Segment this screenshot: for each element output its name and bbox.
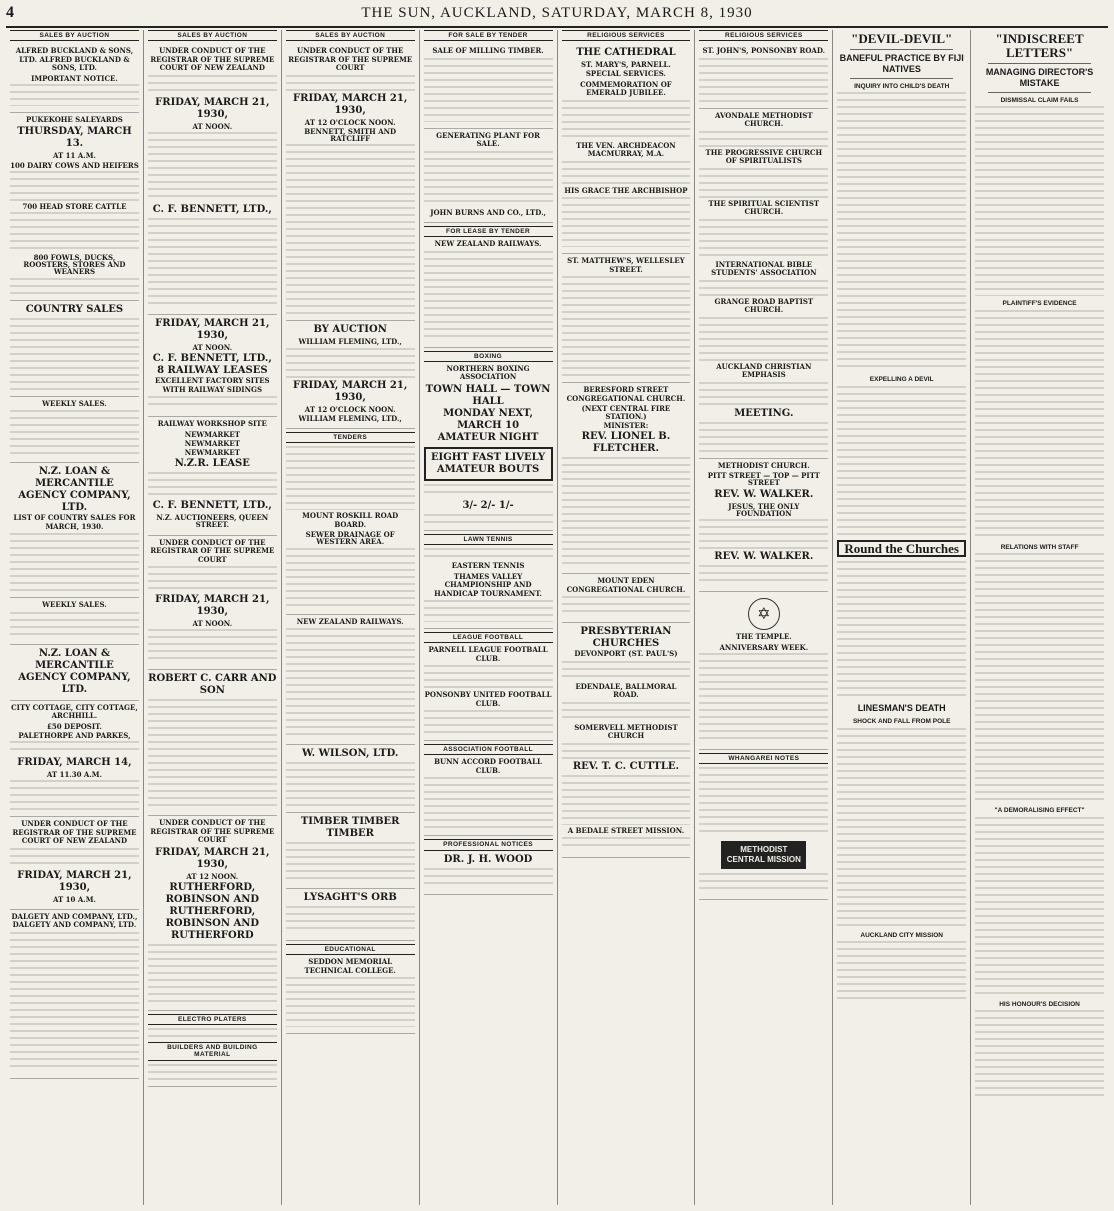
column-news-2 (971, 30, 1108, 1205)
notice-time: AT 11.30 A.M. (46, 770, 102, 780)
notice-heading: WEEKLY SALES. (42, 398, 107, 408)
notice-subheading: £50 DEPOSIT. (46, 721, 102, 731)
notice-body (10, 212, 139, 252)
notice-heading: AUCKLAND CHRISTIAN EMPHASIS (716, 361, 812, 380)
notice-methodist (699, 459, 828, 592)
article-crosshead: "A DEMORALISING EFFECT" (994, 807, 1085, 815)
notice-body (286, 446, 415, 510)
notice-body (562, 276, 691, 376)
column-header: RELIGIOUS SERVICES (699, 30, 828, 41)
notice-body (10, 612, 139, 638)
column-news-1 (833, 30, 971, 1205)
notice-firm: WILLIAM FLEMING, LTD., (298, 413, 402, 423)
notice-wilson (286, 745, 415, 813)
column-auction-3 (282, 30, 420, 1205)
notice-heading: NORTHERN BOXING ASSOCIATION (446, 363, 530, 382)
notice-date: FRIDAY, MARCH 21, 1930, (155, 317, 270, 341)
article-body (975, 106, 1104, 296)
notice-line: NEWMARKET (184, 448, 240, 458)
section-header: PROFESSIONAL NOTICES (424, 839, 553, 850)
bouts-box (424, 447, 553, 481)
article-headline: "INDISCREET LETTERS" (995, 31, 1084, 60)
notice-line: N.Z.R. LEASE (174, 458, 250, 470)
notice-educational (286, 941, 415, 1034)
notice-body (699, 767, 828, 837)
notice-body (10, 932, 139, 1072)
notice-body (286, 842, 415, 882)
notice-mount-eden (562, 574, 691, 623)
article-crosshead: RELATIONS WITH STAFF (1000, 543, 1079, 551)
notice-date: FRIDAY, MARCH 21, 1930, (17, 869, 132, 893)
notice-firm: C. F. BENNETT, LTD., (152, 500, 272, 512)
notice-body (286, 75, 415, 91)
notice-heading: MOUNT EDEN CONGREGATIONAL CHURCH. (566, 576, 686, 594)
notice-buckland (10, 44, 139, 113)
notice-body (424, 251, 553, 341)
notice-heading: N.Z. LOAN & MERCANTILE AGENCY COMPANY, LTD. (18, 647, 131, 695)
notice-time: AT 12 O'CLOCK NOON. (304, 404, 396, 414)
notice-body (148, 566, 277, 592)
notice-registrar-3 (148, 816, 277, 1011)
notice-firm: BENNETT, SMITH AND RATCLIFF (304, 126, 397, 144)
notice-carr (148, 670, 277, 816)
notice-body (286, 977, 415, 1027)
section-header: TENDERS (286, 432, 415, 443)
article-body (837, 92, 966, 372)
notice-subheading: JESUS, THE ONLY FOUNDATION (728, 501, 800, 518)
notice-heading: METHODIST CHURCH. (717, 460, 810, 470)
notice-heading: DR. J. H. WOOD (443, 853, 533, 865)
notice-heading: HIS GRACE THE ARCHBISHOP (564, 185, 688, 195)
article-body (837, 386, 966, 536)
notice-heading: THE VEN. ARCHDEACON MACMURRAY, M.A. (576, 140, 676, 159)
notice-cathedral (562, 44, 691, 254)
notice-date: FRIDAY, MARCH 14, (17, 757, 132, 769)
notice-body (699, 519, 828, 549)
bouts-text: EIGHT FAST LIVELY AMATEUR BOUTS (430, 451, 546, 475)
methodist-mission-box: METHODIST CENTRAL MISSION (721, 841, 806, 869)
article-deck: SHOCK AND FALL FROM POLE (852, 718, 951, 726)
notice-body (10, 848, 139, 868)
column-header: SALES BY AUCTION (10, 30, 139, 41)
notice-body (699, 873, 828, 893)
notice-nz-loan (10, 463, 139, 598)
notice-time: AT NOON. (192, 121, 233, 131)
notice-body (699, 382, 828, 406)
article-body (975, 553, 1104, 803)
notice-body (10, 533, 139, 591)
notice-body (699, 280, 828, 296)
section-header: BUILDERS AND BUILDING MATERIAL (148, 1042, 277, 1060)
notice-date: MONDAY NEXT, MARCH 10 (443, 407, 533, 431)
notice-body (286, 906, 415, 934)
notice-body (10, 171, 139, 201)
notice-body (148, 472, 277, 498)
notice-heading: GENERATING PLANT FOR SALE. (436, 130, 540, 149)
notice-body (424, 600, 553, 622)
article-deck: DISMISSAL CLAIM FAILS (1000, 97, 1079, 104)
rule (988, 63, 1091, 64)
notice-registrar (286, 44, 415, 321)
notice-heading: UNDER CONDUCT OF THE REGISTRAR OF THE SUPREME COURT (150, 818, 275, 845)
notice-body (286, 762, 415, 806)
notice-body (699, 317, 828, 361)
notice-heading: PRESBYTERIAN CHURCHES (580, 626, 672, 650)
notice-heading: A BEDALE STREET MISSION. (567, 825, 685, 835)
notice-heading: PUKEKOHE SALEYARDS (26, 114, 123, 124)
notice-body (10, 318, 139, 390)
notice-line: 800 FOWLS, DUCKS, ROOSTERS, STORES AND WEANERS (23, 253, 126, 277)
notice-heading: NEW ZEALAND RAILWAYS. (296, 616, 404, 626)
article-headline: "DEVIL-DEVIL" (851, 31, 953, 46)
notice-country-sales (10, 301, 139, 397)
notice-prices: 3/- 2/- 1/- (462, 499, 514, 511)
notice-fleming (286, 321, 415, 429)
notice-body (10, 278, 139, 294)
notice-subheading: IMPORTANT NOTICE. (31, 73, 118, 83)
notice-heading: GRANGE ROAD BAPTIST CHURCH. (714, 296, 814, 315)
column-tender (420, 30, 558, 1205)
notice-body (148, 1028, 277, 1040)
notice-heading: NEW ZEALAND RAILWAYS. (434, 239, 542, 249)
notice-boxing (424, 348, 553, 531)
columns (6, 30, 1108, 1205)
notice-nz-loan-2 (10, 645, 139, 701)
notice-weekly-sales (10, 397, 139, 464)
notice-heading: THE SPIRITUAL SCIENTIST CHURCH. (708, 198, 820, 217)
notice-body (148, 132, 277, 202)
notice-presbyterian (562, 623, 691, 858)
notice-railway-workshop (148, 417, 277, 536)
notice-body (699, 168, 828, 198)
notice-registrar (148, 44, 277, 315)
notice-heading: PARNELL LEAGUE FOOTBALL CLUB. (428, 645, 548, 663)
notice-body (699, 422, 828, 452)
page-number: 4 (6, 4, 14, 21)
notice-body (148, 699, 277, 809)
notice-time: AT 12 NOON. (186, 871, 239, 881)
notice-heading: EASTERN TENNIS (451, 561, 525, 571)
star-emblem-icon: ✡ (748, 598, 780, 630)
notice-time: AT NOON. (192, 342, 233, 352)
notice-line: NEWMARKET (184, 429, 240, 439)
notice-subheading: ANNIVERSARY WEEK. (719, 642, 809, 652)
notice-heading: SALE OF MILLING TIMBER. (432, 46, 544, 56)
notice-body (286, 144, 415, 314)
notice-body (10, 410, 139, 456)
notice-bennett (148, 315, 277, 417)
notice-heading: W. WILSON, LTD. (301, 748, 399, 760)
section-header: LEAGUE FOOTBALL (424, 632, 553, 643)
notice-heading: ROBERT C. CARR AND SON (148, 673, 277, 697)
article-deck: INQUIRY INTO CHILD'S DEATH (854, 83, 950, 90)
notice-heading: UNDER CONDUCT OF THE REGISTRAR OF THE SUPREME COURT OF NEW ZEALAND (12, 819, 137, 846)
notice-minister: REV. W. WALKER. (714, 488, 814, 500)
notice-lease-tender (424, 223, 553, 348)
notice-heading: INTERNATIONAL BIBLE STUDENTS' ASSOCIATION (711, 259, 817, 278)
notice-body (10, 780, 139, 810)
notice-subheading: PITT STREET — TOP — PITT STREET (707, 471, 820, 488)
section-header: ELECTRO PLATERS (148, 1014, 277, 1025)
notice-subheading: 8 RAILWAY LEASES (157, 365, 268, 377)
notice-heading: MEETING. (734, 407, 794, 419)
notice-heading: REV. T. C. CUTTLE. (572, 760, 679, 772)
notice-heading: WEEKLY SALES. (42, 600, 107, 610)
column-header: SALES BY AUCTION (148, 30, 277, 41)
notice-heading: PONSONBY UNITED FOOTBALL CLUB. (424, 690, 552, 708)
notice-subheading: EXCELLENT FACTORY SITES WITH RAILWAY SIDINGS (155, 376, 270, 394)
notice-subheading: LIST OF COUNTRY SALES FOR MARCH, 1930. (13, 513, 136, 531)
section-header: BOXING (424, 351, 553, 362)
notice-electro-platers (148, 1011, 277, 1087)
article-body (975, 817, 1104, 997)
notice-subheading: ST. MARY'S, PARNELL. (581, 60, 671, 70)
notice-body (562, 161, 691, 185)
notice-body (699, 219, 828, 259)
notice-heading: AVONDALE METHODIST CHURCH. (715, 110, 813, 129)
notice-body (148, 396, 277, 410)
column-header: FOR SALE BY TENDER (424, 30, 553, 41)
notice-minister: REV. W. WALKER. (714, 551, 814, 563)
notice-time: AT 11 A.M. (52, 151, 96, 161)
notice-line: 700 HEAD STORE CATTLE (22, 201, 127, 211)
notice-body (424, 868, 553, 888)
column-religious-1 (558, 30, 696, 1205)
notice-heading: UNDER CONDUCT OF THE REGISTRAR OF THE SUPREME COURT (150, 537, 275, 564)
rule (850, 49, 953, 50)
notice-body (148, 629, 277, 663)
notice-heading: THE PROGRESSIVE CHURCH OF SPIRITUALISTS (705, 147, 823, 166)
notice-registrar-2 (148, 536, 277, 671)
notice-avondale (699, 109, 828, 459)
notice-body (286, 548, 415, 608)
notice-firm: C. F. BENNETT, LTD., (152, 203, 272, 215)
article-crosshead: HIS HONOUR'S DECISION (999, 1000, 1080, 1008)
notice-subheading: N.Z. AUCTIONEERS, QUEEN STREET. (156, 513, 269, 530)
notice-whangarei (699, 750, 828, 900)
notice-weekly-sales-2 (10, 598, 139, 645)
notice-heading: BY AUCTION (313, 324, 387, 336)
notice-lysaght (286, 889, 415, 941)
notice-city-cottage (10, 701, 139, 818)
rule (850, 78, 953, 79)
notice-body (424, 58, 553, 122)
notice-st-matthews (562, 254, 691, 383)
notice-body (148, 75, 277, 95)
notice-body (699, 565, 828, 585)
notice-subheading: (NEXT CENTRAL FIRE STATION.) (581, 404, 671, 421)
notice-date: FRIDAY, MARCH 21, 1930, (293, 379, 408, 403)
rule (988, 92, 1091, 93)
notice-body (562, 197, 691, 247)
notice-body (424, 514, 553, 524)
notice-body (148, 944, 277, 1004)
column-auction-2 (144, 30, 282, 1205)
notice-date: FRIDAY, MARCH 21, 1930, (155, 96, 270, 120)
notice-st-johns (699, 44, 828, 109)
notice-heading: SOMERVELL METHODIST CHURCH (574, 722, 678, 741)
notice-league (424, 629, 553, 741)
round-the-churches-box: Round the Churches (837, 540, 966, 557)
notice-registrar (10, 817, 139, 910)
notice-tenders (286, 429, 415, 615)
notice-body (424, 548, 553, 560)
notice-date: FRIDAY, MARCH 21, 1930, (155, 846, 270, 870)
notice-timber (286, 813, 415, 889)
notice-date: FRIDAY, MARCH 21, 1930, (293, 92, 408, 116)
notice-heading: UNDER CONDUCT OF THE REGISTRAR OF THE SUPREME COURT (288, 46, 413, 73)
notice-heading: ST. JOHN'S, PONSONBY ROAD. (702, 46, 826, 56)
notice-heading: UNDER CONDUCT OF THE REGISTRAR OF THE SUPREME COURT OF NEW ZEALAND (150, 46, 275, 73)
article-headline: LINESMAN'S DEATH (857, 703, 946, 714)
notice-dalgety (10, 910, 139, 1079)
section-header: FOR LEASE BY TENDER (424, 226, 553, 237)
notice-body (424, 665, 553, 689)
notice-subheading: SPECIAL SERVICES. (585, 69, 666, 79)
notice-heading: EDENDALE, BALLMORAL ROAD. (575, 681, 677, 700)
notice-heading: ALFRED BUCKLAND & SONS, LTD. ALFRED BUCKLAND & SONS, LTD. (15, 46, 134, 73)
notice-heading: THE CATHEDRAL (576, 47, 676, 59)
notice-firm: C. F. BENNETT, LTD., (152, 353, 272, 365)
notice-subheading: SEWER DRAINAGE OF WESTERN AREA. (305, 530, 395, 547)
notice-minister: REV. LIONEL B. FLETCHER. (581, 431, 671, 455)
notice-firm: RUTHERFORD, ROBINSON AND RUTHERFORD, ROBINSON AND RUTHERFORD (165, 882, 260, 942)
notice-heading: THAMES VALLEY CHAMPIONSHIP AND HANDICAP TOURNAMENT. (434, 571, 542, 598)
notice-generating-plant (424, 129, 553, 223)
notice-heading: DEVONPORT (ST. PAUL'S) (574, 649, 678, 659)
section-header: EDUCATIONAL (286, 944, 415, 955)
notice-beresford (562, 383, 691, 574)
notice-body (10, 84, 139, 106)
notice-event: AMATEUR NIGHT (437, 431, 539, 443)
notice-milling-timber (424, 44, 553, 129)
notice-body (562, 100, 691, 140)
notice-line: 100 DAIRY COWS AND HEIFERS (10, 160, 139, 170)
notice-heading: DALGETY AND COMPANY, LTD., DALGETY AND COMPANY, LTD. (11, 911, 138, 930)
section-header: WHANGAREI NOTES (699, 753, 828, 764)
notice-body (562, 775, 691, 825)
article-crosshead: EXPELLING A DEVIL (869, 376, 934, 384)
notice-subheading: COMMEMORATION OF EMERALD JUBILEE. (580, 79, 672, 98)
notice-body (562, 837, 691, 851)
notice-heading: SEDDON MEMORIAL TECHNICAL COLLEGE. (304, 957, 396, 975)
notice-heading: ST. MATTHEW'S, WELLESLEY STREET. (567, 256, 685, 274)
notice-body (10, 741, 139, 755)
notice-body (562, 596, 691, 616)
notice-heading: THE TEMPLE. (735, 632, 792, 642)
article-body (837, 728, 966, 928)
notice-heading: BERESFORD STREET CONGREGATIONAL CHURCH. (566, 385, 686, 403)
section-header: ASSOCIATION FOOTBALL (424, 744, 553, 755)
notice-body (699, 653, 828, 743)
notice-heading: BUNN ACCORD FOOTBALL CLUB. (434, 757, 542, 775)
notice-professional (424, 836, 553, 894)
column-header: SALES BY AUCTION (286, 30, 415, 41)
notice-line: NEWMARKET (184, 438, 240, 448)
section-header: LAWN TENNIS (424, 534, 553, 545)
notice-temple (699, 592, 828, 750)
notice-body (148, 1064, 277, 1080)
notice-venue: TOWN HALL — TOWN HALL (425, 383, 551, 407)
notice-body (699, 58, 828, 102)
notice-body (699, 131, 828, 147)
notice-body (424, 484, 553, 498)
article-subheadline: MANAGING DIRECTOR'S MISTAKE (985, 67, 1094, 88)
notice-railways (286, 615, 415, 746)
notice-body (148, 218, 277, 308)
notice-heading: RAILWAY WORKSHOP SITE (157, 419, 267, 429)
notice-heading: TIMBER TIMBER TIMBER (300, 816, 400, 840)
notice-heading: COUNTRY SALES (25, 303, 124, 315)
notice-body (562, 743, 691, 759)
notice-time: AT 10 A.M. (52, 894, 96, 904)
notice-firm: JOHN BURNS AND CO., LTD., (430, 207, 546, 217)
notice-date: THURSDAY, MARCH 13. (17, 126, 132, 150)
notice-association (424, 741, 553, 836)
column-religious-2 (695, 30, 833, 1205)
masthead (6, 4, 1108, 28)
notice-time: AT 12 O'CLOCK NOON. (304, 117, 396, 127)
column-header: RELIGIOUS SERVICES (562, 30, 691, 41)
article-body (975, 1010, 1104, 1100)
notice-firm: PALETHORPE AND PARKES, (18, 730, 131, 740)
article-body (837, 941, 966, 1001)
article-headline: AUCKLAND CITY MISSION (860, 931, 943, 939)
notice-heading: MOUNT ROSKILL ROAD BOARD. (302, 511, 399, 529)
notice-time: AT NOON. (192, 619, 233, 629)
notice-body (424, 151, 553, 207)
article-subheadline: BANEFUL PRACTICE BY FIJI NATIVES (839, 53, 964, 74)
masthead-title: THE SUN, AUCKLAND, SATURDAY, MARCH 8, 1930 (361, 5, 753, 21)
notice-body (562, 661, 691, 681)
notice-body (562, 457, 691, 567)
notice-body (424, 777, 553, 829)
notice-body (424, 710, 553, 734)
article-crosshead: PLAINTIFF'S EVIDENCE (1002, 300, 1077, 308)
notice-body (562, 702, 691, 722)
article-body (975, 310, 1104, 540)
notice-pukekohe (10, 113, 139, 301)
article-body (837, 561, 966, 701)
notice-subheading: MINISTER: (603, 420, 649, 430)
column-auction-1 (6, 30, 144, 1205)
notice-body (286, 348, 415, 378)
notice-heading: LYSAGHT'S ORB (303, 892, 397, 904)
notice-heading: N.Z. LOAN & MERCANTILE AGENCY COMPANY, LTD. (18, 466, 131, 514)
notice-date: FRIDAY, MARCH 21, 1930, (155, 594, 270, 618)
notice-heading: CITY COTTAGE, CITY COTTAGE, ARCHHILL. (11, 702, 138, 721)
notice-body (286, 628, 415, 738)
notice-lawn-tennis (424, 531, 553, 629)
notice-firm: WILLIAM FLEMING, LTD., (298, 337, 402, 347)
